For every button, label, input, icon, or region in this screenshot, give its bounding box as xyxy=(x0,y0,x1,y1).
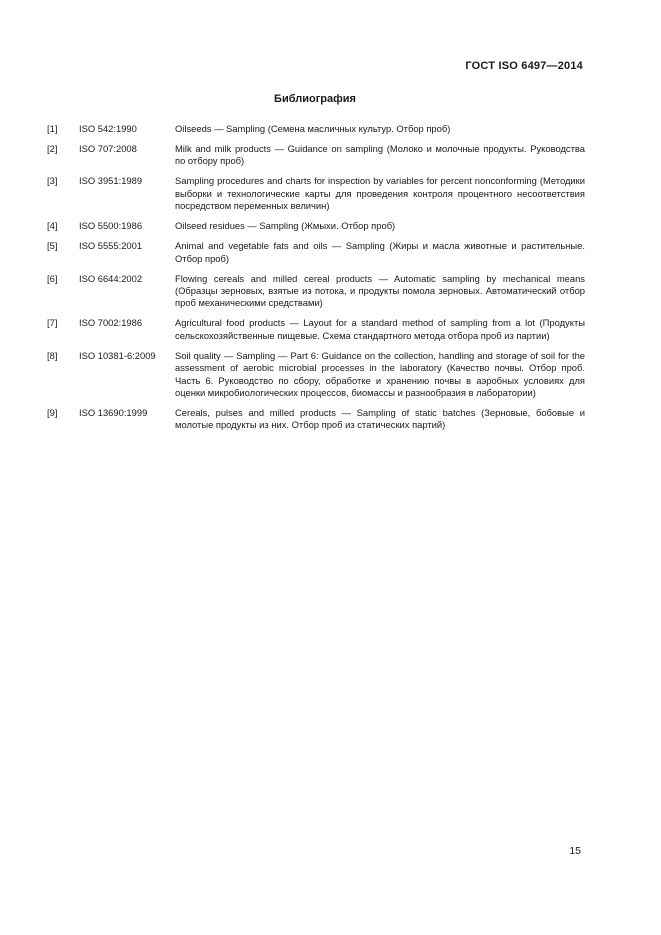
entry-standard-code: ISO 5555:2001 xyxy=(79,240,143,252)
entry-standard-code: ISO 542:1990 xyxy=(79,123,137,134)
entry-standard-code: ISO 7002:1986 xyxy=(79,317,143,329)
bibliography-entry xyxy=(47,240,585,265)
entry-description: Soil quality — Sampling — Part 6: Guidance on the collection, handling and storage of soil for the assessment of aerobic microbial processes in the laboratory (Качество почвы. Отбор проб. Часть 6. Руководство по сбору, обработке и хранению почвы в аэробных условиях для оценки микробиологических процессов, биомассы и разнообразия в лаборатории) xyxy=(175,349,585,399)
entry-number: [7] xyxy=(47,317,58,329)
entry-standard-code: ISO 3951:1989 xyxy=(79,175,143,187)
entry-number: [2] xyxy=(47,143,58,154)
section-title: Библиография xyxy=(274,93,356,105)
entry-description: Agricultural food products — Layout for a standard method of sampling from a lot (Продукты сельскохозяйственные пищевые. Схема стандартного метода отбора проб из партии) xyxy=(175,317,585,341)
entry-standard-code: ISO 10381-6:2009 xyxy=(79,349,156,361)
entry-standard-code: ISO 5500:1986 xyxy=(79,220,143,232)
entry-description: Flowing cereals and milled cereal products — Automatic sampling by mechanical means (Образцы зерновых, взятые из потока, и продукты помола зерновых. Автоматический отбор проб механическими средствами) xyxy=(175,272,585,309)
entry-standard-code: ISO 707:2008 xyxy=(79,143,137,154)
entry-number: [6] xyxy=(47,272,58,284)
bibliography-entry xyxy=(47,407,585,432)
document-code: ГОСТ ISO 6497—2014 xyxy=(465,60,583,72)
bibliography-entry xyxy=(47,143,585,168)
bibliography-entry xyxy=(47,273,585,310)
entry-description: Oilseeds — Sampling (Семена масличных культур. Отбор проб) xyxy=(175,123,451,134)
entry-description: Sampling procedures and charts for inspection by variables for percent nonconforming (Методики выборки и технологические карты для проведения контроля процентного несоответствия посредством переменных величин) xyxy=(175,175,585,212)
entry-number: [5] xyxy=(47,240,58,252)
entry-standard-code: ISO 6644:2002 xyxy=(79,272,143,284)
entry-number: [4] xyxy=(47,220,58,232)
bibliography-entry xyxy=(47,350,585,400)
bibliography-entry xyxy=(47,317,585,342)
bibliography-entry xyxy=(47,175,585,212)
entry-description: Milk and milk products — Guidance on sampling (Молоко и молочные продукты. Руководства по отбору проб) xyxy=(175,143,585,167)
bibliography-entry xyxy=(47,220,585,232)
entry-number: [1] xyxy=(47,123,58,134)
entry-description: Animal and vegetable fats and oils — Sampling (Жиры и масла животные и растительные. Отбор проб) xyxy=(175,240,585,264)
entry-description: Cereals, pulses and milled products — Sampling of static batches (Зерновые, бобовые и молотые продукты из них. Отбор проб из статических партий) xyxy=(175,407,585,431)
entry-number: [3] xyxy=(47,175,58,187)
entry-number: [8] xyxy=(47,349,58,361)
entry-number: [9] xyxy=(47,407,58,419)
bibliography-entry xyxy=(47,123,585,135)
page-number: 15 xyxy=(569,845,581,857)
bibliography-list xyxy=(47,123,585,439)
entry-description: Oilseed residues — Sampling (Жмыхи. Отбор проб) xyxy=(175,220,396,232)
entry-standard-code: ISO 13690:1999 xyxy=(79,407,148,419)
